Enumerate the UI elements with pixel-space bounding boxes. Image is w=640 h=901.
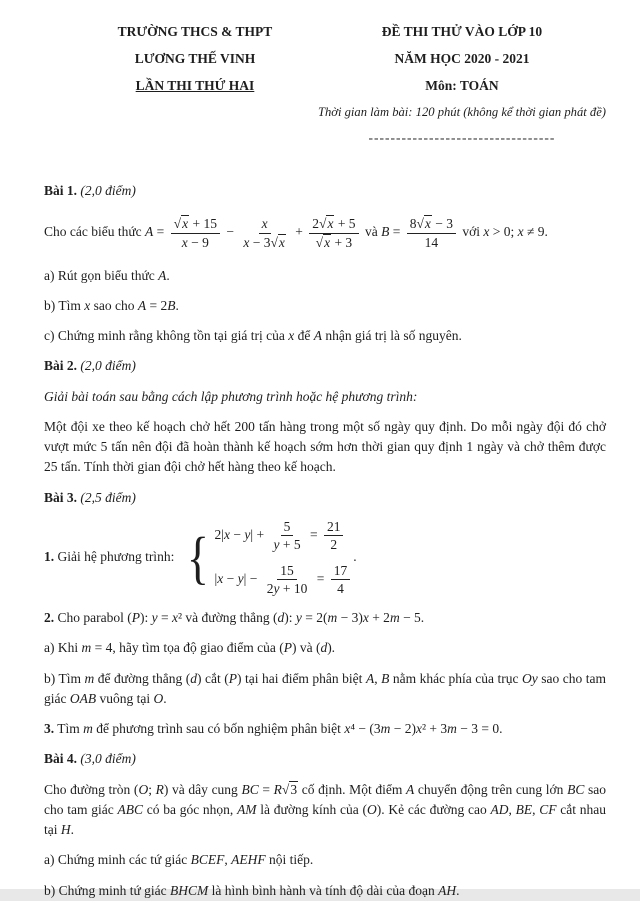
text-run: 4: [337, 581, 344, 597]
math-italic: AD: [490, 801, 509, 817]
text-run: ,: [224, 852, 232, 868]
math-italic: x: [344, 721, 351, 737]
text-run: Cho các biểu thức: [44, 224, 146, 240]
bai1-formula: [44, 215, 606, 251]
bold-label: Bài 3.: [44, 489, 81, 505]
exam-title: ĐỀ THI THỬ VÀO LỚP 10: [381, 24, 543, 39]
math-italic: x: [324, 235, 331, 251]
math-italic: y: [151, 610, 158, 626]
sqrt-radical: [316, 235, 331, 250]
text-run: =: [258, 781, 274, 797]
system-equation: [215, 518, 354, 554]
text-run: có ba góc nhọn,: [142, 801, 238, 817]
text-run: Một đội xe theo kế hoạch chở hết 200 tấn hàng trong một số ngày quy định. Do mỗi ngày đội đó chở vượt mức 5 tấn nên đội đã hoàn thành kế hoạch sớm hơn thời gian quy định 1 ngày và chở thêm được 25 tấn. Tính thời gian đội chở hết hàng theo kế hoạch.: [44, 418, 606, 475]
math-italic: Giải bài toán sau bằng cách lập phương trình hoặc hệ phương trình:: [44, 388, 418, 404]
math-italic: AH: [438, 882, 457, 898]
math-italic: x: [261, 216, 268, 232]
math-italic: B: [381, 224, 390, 240]
bai1-a: [44, 266, 606, 286]
denominator: [422, 234, 442, 252]
numerator: [281, 518, 294, 537]
sqrt-radical: [282, 782, 298, 797]
text-run: a) Khi: [44, 640, 82, 656]
text-run: ≠ 9.: [523, 224, 548, 240]
fraction: [407, 215, 456, 251]
text-run: ² và đường thẳng (: [177, 610, 278, 626]
text-run: .: [163, 690, 167, 706]
math-italic: m: [83, 721, 93, 737]
text-run: sao cho tam giác: [44, 781, 606, 817]
math-italic: m: [380, 721, 391, 737]
math-italic: (2,0 điểm): [80, 358, 136, 374]
math-italic: BC: [567, 781, 585, 797]
math-italic: x: [84, 297, 91, 313]
math-italic: x: [171, 610, 178, 626]
text-run: |: [214, 571, 218, 587]
text-run: để: [294, 328, 314, 344]
system-equation: [215, 562, 354, 598]
math-italic: x: [416, 721, 422, 737]
fraction: [270, 518, 303, 554]
text-run: = 2(: [301, 610, 328, 626]
text-run: Cho parabol (: [54, 610, 132, 626]
text-run: 17: [333, 562, 348, 578]
text-run: nội tiếp.: [265, 852, 314, 868]
radical-sign-icon: √: [319, 216, 327, 232]
math-italic: m: [389, 610, 400, 626]
math-italic: x: [424, 216, 431, 232]
denominator: [270, 536, 303, 554]
math-italic: d: [320, 640, 328, 656]
math-italic: A: [365, 670, 375, 686]
text-run: ,: [508, 801, 516, 817]
bai3-3: [44, 719, 606, 739]
text-run: −: [223, 571, 238, 587]
text-run: cắt nhau tại: [44, 801, 606, 838]
math-italic: y: [273, 537, 280, 553]
text-run: =: [153, 224, 168, 240]
math-italic: P: [131, 610, 140, 626]
math-italic: O: [138, 781, 149, 797]
math-italic: H: [60, 822, 71, 838]
text-run: =: [389, 224, 404, 240]
text-run: ,: [374, 670, 382, 686]
math-italic: P: [283, 640, 292, 656]
text-run: 21: [326, 518, 341, 534]
math-italic: BC: [241, 781, 259, 797]
text-run: ) cắt (: [196, 670, 229, 686]
text-run: cố định. Một điểm: [298, 781, 407, 797]
text-run: a) Chứng minh các tứ giác: [44, 852, 191, 868]
math-italic: x: [483, 224, 490, 240]
text-run: sao cho tam giác: [44, 670, 607, 706]
text-run: 8: [409, 216, 417, 232]
text-run: a) Rút gọn biểu thức: [44, 267, 159, 283]
numerator: [407, 215, 456, 234]
text-run: | −: [243, 571, 261, 587]
numerator: [324, 518, 344, 537]
math-italic: x: [181, 235, 188, 251]
math-italic: CF: [539, 801, 557, 817]
math-italic: x: [217, 571, 224, 587]
text-run: 15: [280, 562, 294, 578]
math-italic: A: [406, 781, 415, 797]
radicand: [278, 234, 286, 250]
radicand: [323, 234, 331, 250]
text-run: 5: [283, 518, 291, 534]
text-run: +: [291, 224, 307, 240]
math-italic: AEHF: [231, 852, 266, 868]
radical-sign-icon: √: [315, 235, 324, 251]
math-italic: A: [145, 224, 154, 240]
math-italic: y: [273, 581, 280, 597]
math-italic: BCEF: [190, 852, 225, 868]
bai1-b: [44, 296, 606, 316]
text-run: −: [222, 224, 238, 240]
text-run: ;: [148, 781, 156, 797]
text-run: ² + 3: [422, 721, 448, 737]
fraction: [309, 215, 358, 251]
denominator: [240, 234, 289, 252]
math-italic: x: [182, 216, 189, 232]
equation-system: [184, 518, 357, 598]
bai2-note: [44, 387, 606, 407]
math-italic: O: [153, 690, 164, 706]
bold-label: Bài 2.: [44, 358, 81, 374]
denominator: [313, 234, 356, 252]
radicand: [181, 215, 189, 231]
text-run: 2: [312, 216, 320, 232]
math-italic: AM: [237, 801, 257, 817]
text-run: + 10: [279, 581, 308, 597]
numerator: [331, 562, 351, 581]
math-italic: x: [288, 328, 295, 344]
denominator: [264, 580, 311, 598]
text-run: sao cho: [90, 297, 138, 313]
fraction: [264, 562, 311, 598]
text-run: vuông tại: [96, 690, 154, 706]
text-run: > 0;: [489, 224, 518, 240]
bold-label: Bài 1.: [44, 183, 81, 199]
text-run: 2: [330, 537, 338, 553]
duration-note: Thời gian làm bài: 120 phút (không kể thời gian phát đề): [317, 104, 606, 119]
text-run: để đường thẳng (: [94, 670, 191, 686]
text-run: ). Kẻ các đường cao: [376, 801, 491, 817]
sqrt-radical: [416, 216, 431, 231]
text-run: + 2: [368, 610, 390, 626]
math-italic: OAB: [69, 690, 97, 706]
text-run: − 3: [431, 216, 453, 232]
text-run: + 15: [189, 216, 217, 232]
math-italic: x: [327, 216, 334, 232]
bold-label: 1.: [44, 549, 55, 565]
math-italic: B: [167, 297, 176, 313]
text-run: 14: [424, 235, 439, 251]
text-run: .: [70, 822, 74, 838]
text-run: ⁴ − (3: [350, 721, 381, 737]
text-run: với: [458, 224, 484, 240]
school-name-line2: LƯƠNG THẾ VINH: [134, 50, 256, 66]
text-run: ) và (: [291, 640, 321, 656]
text-run: 2|: [214, 526, 224, 542]
math-italic: x: [517, 224, 524, 240]
numerator: [277, 562, 297, 581]
denominator: [327, 536, 340, 554]
bai3-heading: [44, 488, 606, 508]
math-italic: B: [381, 670, 390, 686]
text-run: =: [306, 526, 321, 542]
text-run: và: [361, 224, 382, 240]
math-italic: (2,0 điểm): [80, 183, 136, 199]
radicand: [424, 215, 432, 231]
sqrt-radical: [319, 216, 334, 231]
denominator: [334, 580, 347, 598]
fraction: [171, 215, 220, 251]
math-italic: x: [224, 526, 230, 542]
text-run: 2: [266, 581, 274, 597]
text-run: Giải hệ phương trình:: [54, 549, 178, 565]
numerator: [259, 215, 271, 234]
text-run: .: [175, 297, 179, 313]
math-italic: O: [366, 801, 377, 817]
math-italic: P: [228, 670, 237, 686]
text-run: =: [313, 571, 328, 587]
text-run: là đường kính của (: [256, 801, 367, 817]
math-italic: A: [313, 328, 323, 344]
math-italic: A: [137, 297, 147, 313]
text-run: − 3 = 0.: [456, 721, 503, 737]
math-italic: R: [155, 781, 164, 797]
bai4-heading: [44, 749, 606, 769]
document-body: [44, 181, 606, 901]
math-italic: m: [447, 721, 457, 737]
radical-sign-icon: √: [281, 781, 290, 797]
system-rows: [214, 518, 357, 598]
denominator: [179, 234, 212, 252]
text-run: ):: [284, 610, 296, 626]
text-run: .: [353, 549, 357, 565]
text-run: .: [456, 882, 460, 898]
math-italic: ABC: [117, 801, 143, 817]
bold-label: 3.: [44, 721, 55, 737]
bai1-heading: [44, 181, 606, 201]
bai4-a: [44, 850, 606, 870]
math-italic: m: [84, 670, 95, 686]
bai4-b: [44, 881, 606, 901]
text-run: chuyển động trên cung lớn: [414, 781, 568, 797]
math-italic: y: [295, 610, 302, 626]
school-block: [72, 24, 318, 157]
math-italic: BE: [515, 801, 533, 817]
radical-sign-icon: √: [270, 235, 278, 251]
radicand: [289, 781, 298, 797]
text-run: để phương trình sau có bốn nghiệm phân biệt: [92, 721, 345, 737]
fraction: [331, 562, 351, 598]
text-run: | +: [250, 526, 268, 542]
text-run: ):: [139, 610, 152, 626]
radical-sign-icon: √: [173, 216, 182, 232]
text-run: − 3: [249, 235, 271, 251]
text-run: c) Chứng minh rằng không tồn tại giá trị của: [44, 328, 289, 344]
math-italic: d: [190, 670, 197, 686]
text-run: + 5: [279, 537, 301, 553]
text-run: b) Chứng minh tứ giác: [44, 882, 170, 898]
math-italic: BHCM: [170, 882, 209, 898]
text-run: là hình bình hành và tính độ dài của đoạn: [208, 882, 439, 898]
fraction: [240, 215, 289, 251]
math-italic: R: [273, 781, 282, 797]
sqrt-radical: [174, 216, 189, 231]
school-year: NĂM HỌC 2020 - 2021: [394, 50, 530, 66]
text-run: 3: [290, 781, 298, 797]
text-run: − 2): [390, 721, 416, 737]
math-italic: (3,0 điểm): [80, 751, 136, 767]
math-italic: Oy: [522, 670, 538, 686]
numerator: [309, 215, 358, 234]
bold-label: 2.: [44, 610, 55, 626]
bold-label: Bài 4.: [44, 751, 81, 767]
bai2-heading: [44, 356, 606, 376]
bai3-2-parabol: [44, 608, 606, 628]
math-italic: x: [243, 235, 250, 251]
text-run: = 2: [146, 297, 168, 313]
text-run: Tìm: [54, 721, 84, 737]
subject-label: Môn: TOÁN: [425, 77, 499, 93]
text-run: ) tại hai điểm phân biệt: [236, 670, 366, 686]
text-run: + 3: [331, 235, 353, 251]
text-run: nằm khác phía của trục: [389, 670, 523, 686]
text-run: .: [166, 267, 170, 283]
math-italic: x: [278, 235, 285, 251]
bai3-2a: [44, 638, 606, 658]
text-run: = 4, hãy tìm tọa độ giao điểm của (: [91, 640, 284, 656]
math-italic: m: [81, 640, 92, 656]
text-run: b) Tìm: [44, 670, 85, 686]
bai2-text: [44, 417, 606, 478]
left-brace-icon: {: [186, 524, 209, 590]
text-run: =: [157, 610, 172, 626]
text-run: − 9: [187, 235, 209, 251]
math-italic: m: [327, 610, 338, 626]
bai3-2b: [44, 669, 606, 710]
text-run: b) Tìm: [44, 297, 85, 313]
document-header: [44, 24, 606, 157]
exam-round: LẦN THI THỨ HAI: [135, 77, 255, 93]
math-italic: x: [362, 610, 369, 626]
text-run: ) và dây cung: [163, 781, 242, 797]
text-run: −: [230, 526, 245, 542]
text-run: ,: [532, 801, 540, 817]
text-run: − 5.: [399, 610, 425, 626]
bai3-1-system: [44, 518, 606, 598]
math-italic: (2,5 điểm): [80, 489, 136, 505]
school-name-line1: TRƯỜNG THCS & THPT: [117, 24, 273, 39]
fraction: [324, 518, 344, 554]
text-run: + 5: [334, 216, 356, 232]
bai4-text: [44, 780, 606, 841]
text-run: Cho đường tròn (: [44, 781, 139, 797]
math-italic: y: [244, 526, 251, 542]
text-run: − 3): [337, 610, 363, 626]
numerator: [171, 215, 220, 234]
math-italic: d: [277, 610, 285, 626]
text-run: nhận giá trị là số nguyên.: [322, 328, 462, 344]
sqrt-radical: [270, 235, 285, 250]
text-run: ).: [327, 640, 336, 656]
math-italic: A: [158, 267, 167, 283]
math-italic: y: [237, 571, 244, 587]
bai1-c: [44, 326, 606, 346]
radical-sign-icon: √: [416, 216, 424, 232]
exam-info-block: [318, 24, 606, 157]
divider-dashes: ----------------------------------: [368, 130, 556, 146]
